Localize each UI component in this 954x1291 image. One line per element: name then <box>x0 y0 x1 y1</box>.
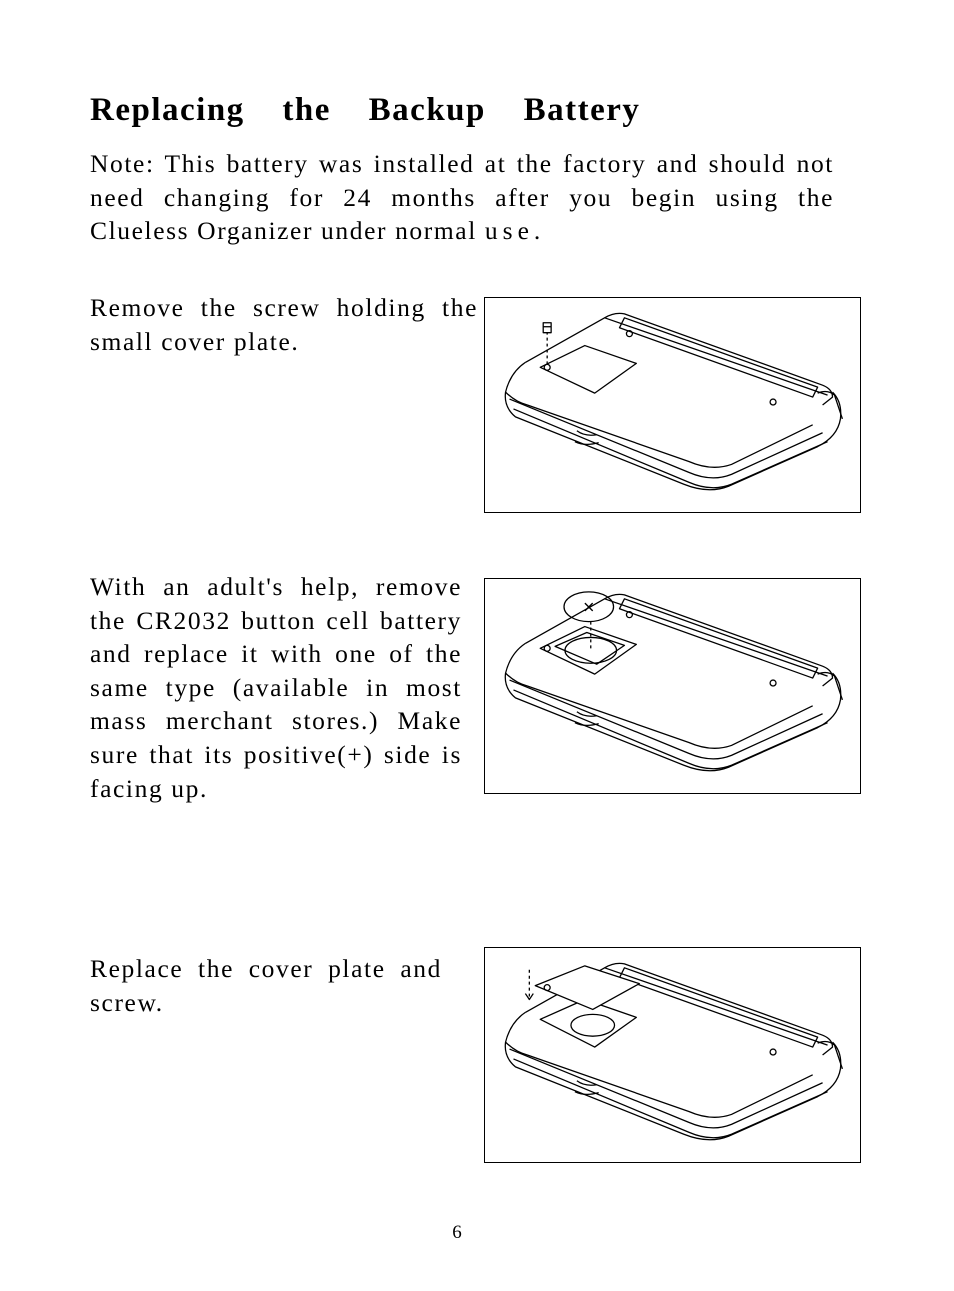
battery-note <box>90 147 834 248</box>
page-number: 6 <box>452 1222 462 1243</box>
remove-screw-figure <box>484 297 861 513</box>
step-3-text: Replace the cover plate and screw. <box>90 954 442 1017</box>
step-1-text: Remove the screw holding the small cover plate. <box>90 293 478 356</box>
battery-symbol: × <box>583 596 595 619</box>
replace-cover-figure <box>484 947 861 1163</box>
organizer-battery-illustration <box>485 579 860 793</box>
page-title: Replacing the Backup Battery <box>90 92 641 128</box>
organizer-replace-cover-illustration <box>485 948 860 1162</box>
battery-note-text: Note: This battery was installed at the factory and should not need changing for 24 months after you begin using the Clueless Organizer under normal <box>90 149 834 246</box>
organizer-remove-screw-illustration <box>485 298 860 512</box>
battery-figure <box>484 578 861 794</box>
step-2-text: With an adult's help, remove the CR2032 button cell battery and replace it with one of the same type (available in most mass merchant stores.) Make sure that its positive(+) side is facing up. <box>90 572 462 803</box>
battery-note-end: use. <box>484 216 546 246</box>
